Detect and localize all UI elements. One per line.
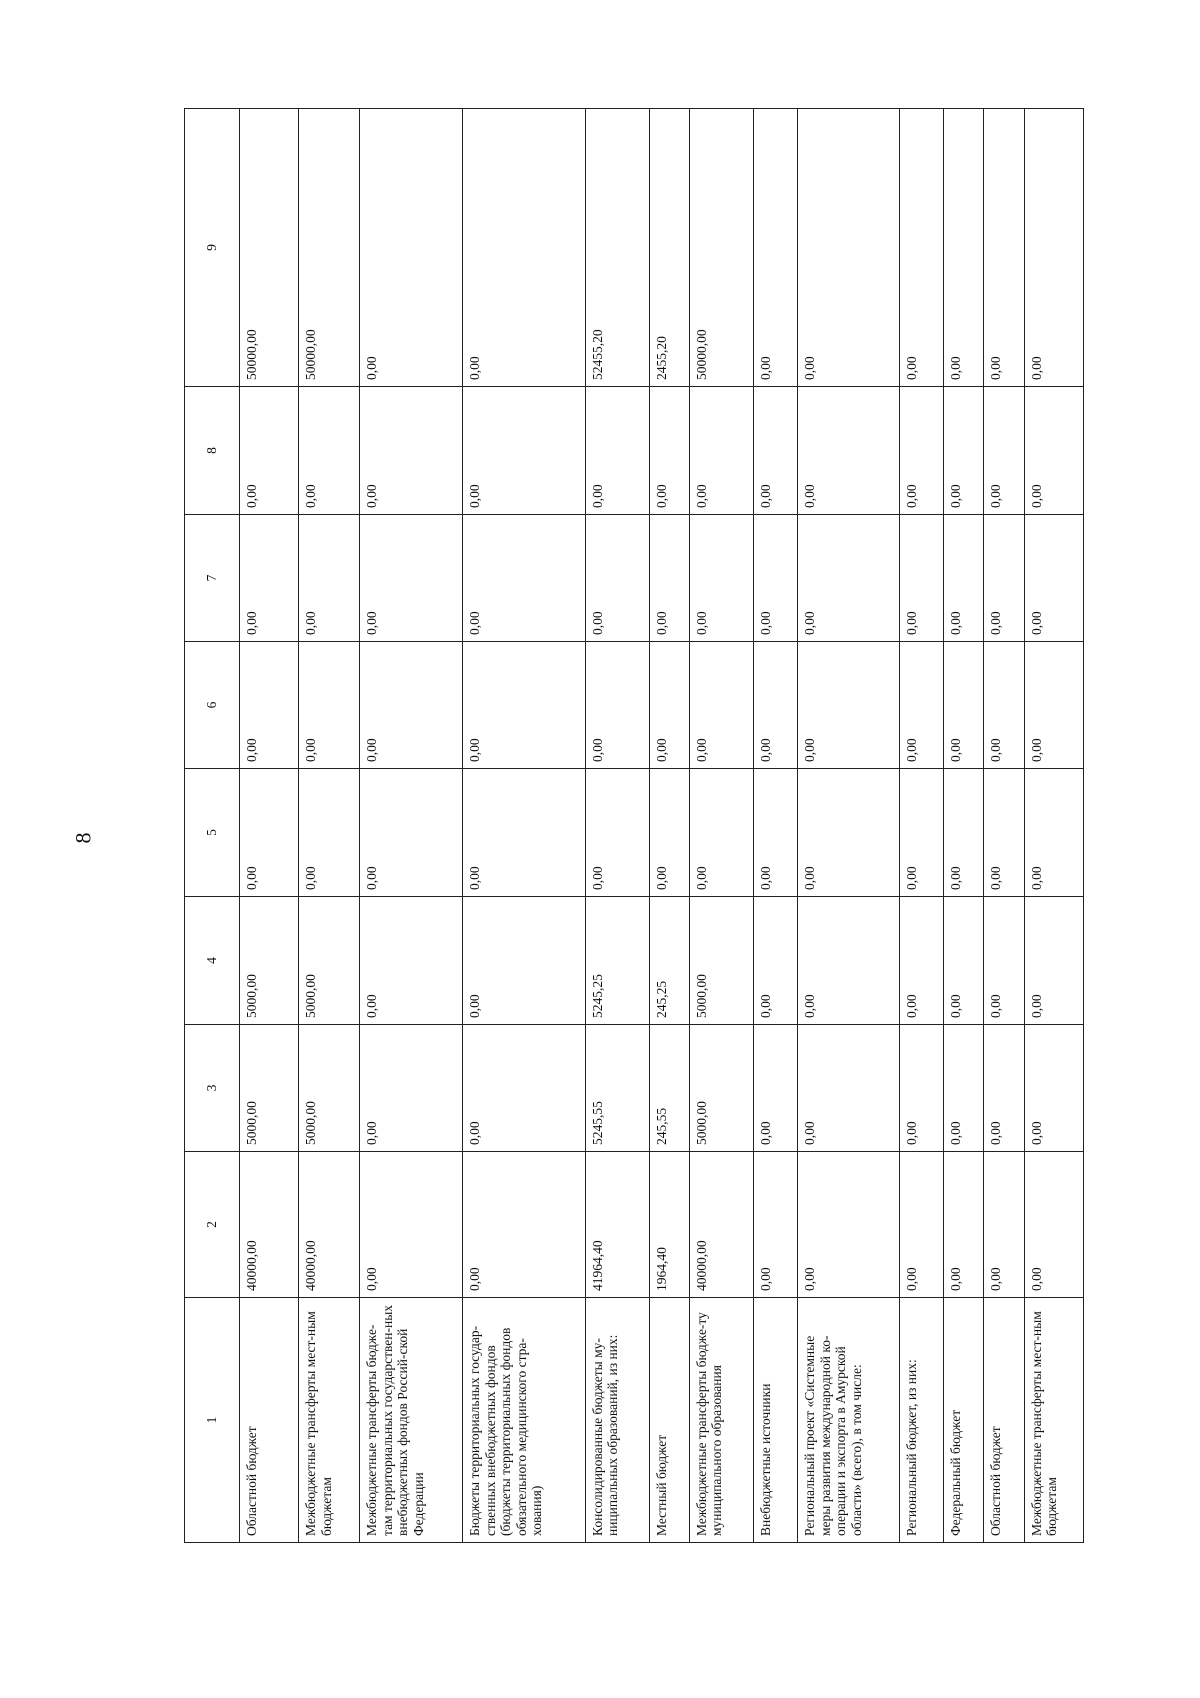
value-cell: 0,00	[798, 515, 899, 642]
value-cell: 0,00	[1024, 897, 1083, 1025]
table-row	[240, 109, 299, 1543]
value-cell: 0,00	[360, 769, 463, 897]
table-row	[649, 109, 689, 1543]
value-cell: 0,00	[240, 387, 299, 515]
table-row	[754, 109, 798, 1543]
value-cell: 0,00	[943, 769, 983, 897]
value-cell: 0,00	[1024, 769, 1083, 897]
header-cell: 9	[185, 109, 240, 387]
value-cell: 245,55	[649, 1025, 689, 1152]
value-cell: 0,00	[1024, 642, 1083, 769]
value-cell: 0,00	[899, 1025, 943, 1152]
header-cell: 7	[185, 515, 240, 642]
value-cell: 0,00	[585, 515, 649, 642]
value-cell: 0,00	[360, 387, 463, 515]
value-cell: 0,00	[240, 515, 299, 642]
value-cell: 0,00	[463, 642, 585, 769]
value-cell: 0,00	[798, 1025, 899, 1152]
value-cell: 0,00	[983, 897, 1024, 1025]
table-row	[899, 109, 943, 1543]
row-label: Межбюджетные трансферты бюдже-там территориальных государствен-ных внебюджетных фондов Россий-ской Федерации	[360, 1298, 463, 1543]
value-cell: 0,00	[754, 769, 798, 897]
value-cell: 0,00	[649, 387, 689, 515]
value-cell: 0,00	[463, 109, 585, 387]
value-cell: 0,00	[983, 387, 1024, 515]
row-label: Внебюджетные источники	[754, 1298, 798, 1543]
header-cell: 8	[185, 387, 240, 515]
value-cell: 0,00	[798, 897, 899, 1025]
value-cell: 0,00	[299, 387, 360, 515]
value-cell: 0,00	[360, 897, 463, 1025]
table-row	[943, 109, 983, 1543]
value-cell: 41964,40	[585, 1152, 649, 1298]
value-cell: 0,00	[798, 387, 899, 515]
value-cell: 0,00	[899, 769, 943, 897]
value-cell: 0,00	[754, 109, 798, 387]
value-cell: 2455,20	[649, 109, 689, 387]
value-cell: 0,00	[1024, 1025, 1083, 1152]
value-cell: 0,00	[798, 769, 899, 897]
value-cell: 0,00	[463, 1025, 585, 1152]
value-cell: 0,00	[754, 1025, 798, 1152]
value-cell: 50000,00	[689, 109, 753, 387]
value-cell: 5000,00	[689, 897, 753, 1025]
value-cell: 0,00	[943, 897, 983, 1025]
value-cell: 50000,00	[240, 109, 299, 387]
value-cell: 0,00	[983, 109, 1024, 387]
row-label: Бюджеты территориальных государ-ственных внебюджетных фондов (бюджеты территориальных фондов обязательного медицинского стра-хования)	[463, 1298, 585, 1543]
header-cell: 6	[185, 642, 240, 769]
value-cell: 0,00	[798, 109, 899, 387]
value-cell: 0,00	[1024, 109, 1083, 387]
value-cell: 0,00	[943, 642, 983, 769]
value-cell: 50000,00	[299, 109, 360, 387]
value-cell: 0,00	[240, 642, 299, 769]
table-row	[585, 109, 649, 1543]
header-cell: 4	[185, 897, 240, 1025]
value-cell: 5000,00	[299, 1025, 360, 1152]
row-label: Межбюджетные трансферты мест-ным бюджетам	[1024, 1298, 1083, 1543]
table-row	[463, 109, 585, 1543]
value-cell: 0,00	[689, 642, 753, 769]
value-cell: 0,00	[754, 1152, 798, 1298]
value-cell: 0,00	[585, 387, 649, 515]
budget-table-container	[184, 109, 1084, 1543]
value-cell: 0,00	[899, 387, 943, 515]
table-row	[299, 109, 360, 1543]
value-cell: 0,00	[585, 769, 649, 897]
value-cell: 0,00	[360, 515, 463, 642]
budget-table	[184, 108, 1084, 1543]
value-cell: 0,00	[899, 1152, 943, 1298]
value-cell: 0,00	[983, 769, 1024, 897]
value-cell: 0,00	[983, 1025, 1024, 1152]
value-cell: 0,00	[360, 109, 463, 387]
value-cell: 0,00	[463, 897, 585, 1025]
header-cell: 5	[185, 769, 240, 897]
value-cell: 0,00	[983, 515, 1024, 642]
row-label: Межбюджетные трансферты бюдже-ту муниципального образования	[689, 1298, 753, 1543]
value-cell: 0,00	[943, 1025, 983, 1152]
table-row	[983, 109, 1024, 1543]
value-cell: 0,00	[899, 897, 943, 1025]
header-row	[185, 109, 240, 1543]
value-cell: 0,00	[1024, 387, 1083, 515]
value-cell: 0,00	[754, 515, 798, 642]
value-cell: 0,00	[689, 515, 753, 642]
value-cell: 0,00	[943, 387, 983, 515]
header-cell: 1	[185, 1298, 240, 1543]
row-label: Местный бюджет	[649, 1298, 689, 1543]
table-row	[689, 109, 753, 1543]
value-cell: 5000,00	[240, 1025, 299, 1152]
value-cell: 0,00	[360, 1152, 463, 1298]
value-cell: 0,00	[798, 1152, 899, 1298]
row-label: Федеральный бюджет	[943, 1298, 983, 1543]
value-cell: 0,00	[360, 1025, 463, 1152]
value-cell: 0,00	[463, 769, 585, 897]
row-label: Консолидированные бюджеты му-ниципальных образований, из них:	[585, 1298, 649, 1543]
header-cell: 3	[185, 1025, 240, 1152]
value-cell: 5245,55	[585, 1025, 649, 1152]
row-label: Межбюджетные трансферты мест-ным бюджетам	[299, 1298, 360, 1543]
value-cell: 0,00	[299, 769, 360, 897]
value-cell: 0,00	[463, 387, 585, 515]
value-cell: 0,00	[1024, 1152, 1083, 1298]
value-cell: 40000,00	[299, 1152, 360, 1298]
table-row	[1024, 109, 1083, 1543]
value-cell: 245,25	[649, 897, 689, 1025]
value-cell: 0,00	[899, 515, 943, 642]
value-cell: 0,00	[754, 387, 798, 515]
value-cell: 0,00	[983, 1152, 1024, 1298]
page-number: 8	[70, 832, 96, 844]
value-cell: 0,00	[649, 642, 689, 769]
value-cell: 5000,00	[240, 897, 299, 1025]
value-cell: 0,00	[299, 642, 360, 769]
table-row	[360, 109, 463, 1543]
value-cell: 0,00	[649, 769, 689, 897]
value-cell: 0,00	[754, 642, 798, 769]
value-cell: 0,00	[1024, 515, 1083, 642]
value-cell: 0,00	[689, 387, 753, 515]
value-cell: 0,00	[943, 109, 983, 387]
value-cell: 0,00	[943, 1152, 983, 1298]
value-cell: 0,00	[585, 642, 649, 769]
value-cell: 0,00	[299, 515, 360, 642]
table-row	[798, 109, 899, 1543]
value-cell: 0,00	[798, 642, 899, 769]
value-cell: 0,00	[899, 642, 943, 769]
value-cell: 0,00	[649, 515, 689, 642]
value-cell: 0,00	[943, 515, 983, 642]
budget-table-rotated	[184, 109, 1084, 1543]
value-cell: 0,00	[360, 642, 463, 769]
value-cell: 5245,25	[585, 897, 649, 1025]
value-cell: 0,00	[899, 109, 943, 387]
value-cell: 0,00	[689, 769, 753, 897]
value-cell: 5000,00	[689, 1025, 753, 1152]
row-label: Областной бюджет	[240, 1298, 299, 1543]
value-cell: 0,00	[983, 642, 1024, 769]
value-cell: 1964,40	[649, 1152, 689, 1298]
value-cell: 0,00	[754, 897, 798, 1025]
value-cell: 52455,20	[585, 109, 649, 387]
value-cell: 40000,00	[240, 1152, 299, 1298]
row-label: Областной бюджет	[983, 1298, 1024, 1543]
value-cell: 5000,00	[299, 897, 360, 1025]
value-cell: 0,00	[463, 515, 585, 642]
value-cell: 0,00	[240, 769, 299, 897]
header-cell: 2	[185, 1152, 240, 1298]
value-cell: 0,00	[463, 1152, 585, 1298]
value-cell: 40000,00	[689, 1152, 753, 1298]
row-label: Региональный бюджет, из них:	[899, 1298, 943, 1543]
row-label: Региональный проект «Системные меры развития международной ко-операции и экспорта в Амурской области» (всего), в том числе:	[798, 1298, 899, 1543]
